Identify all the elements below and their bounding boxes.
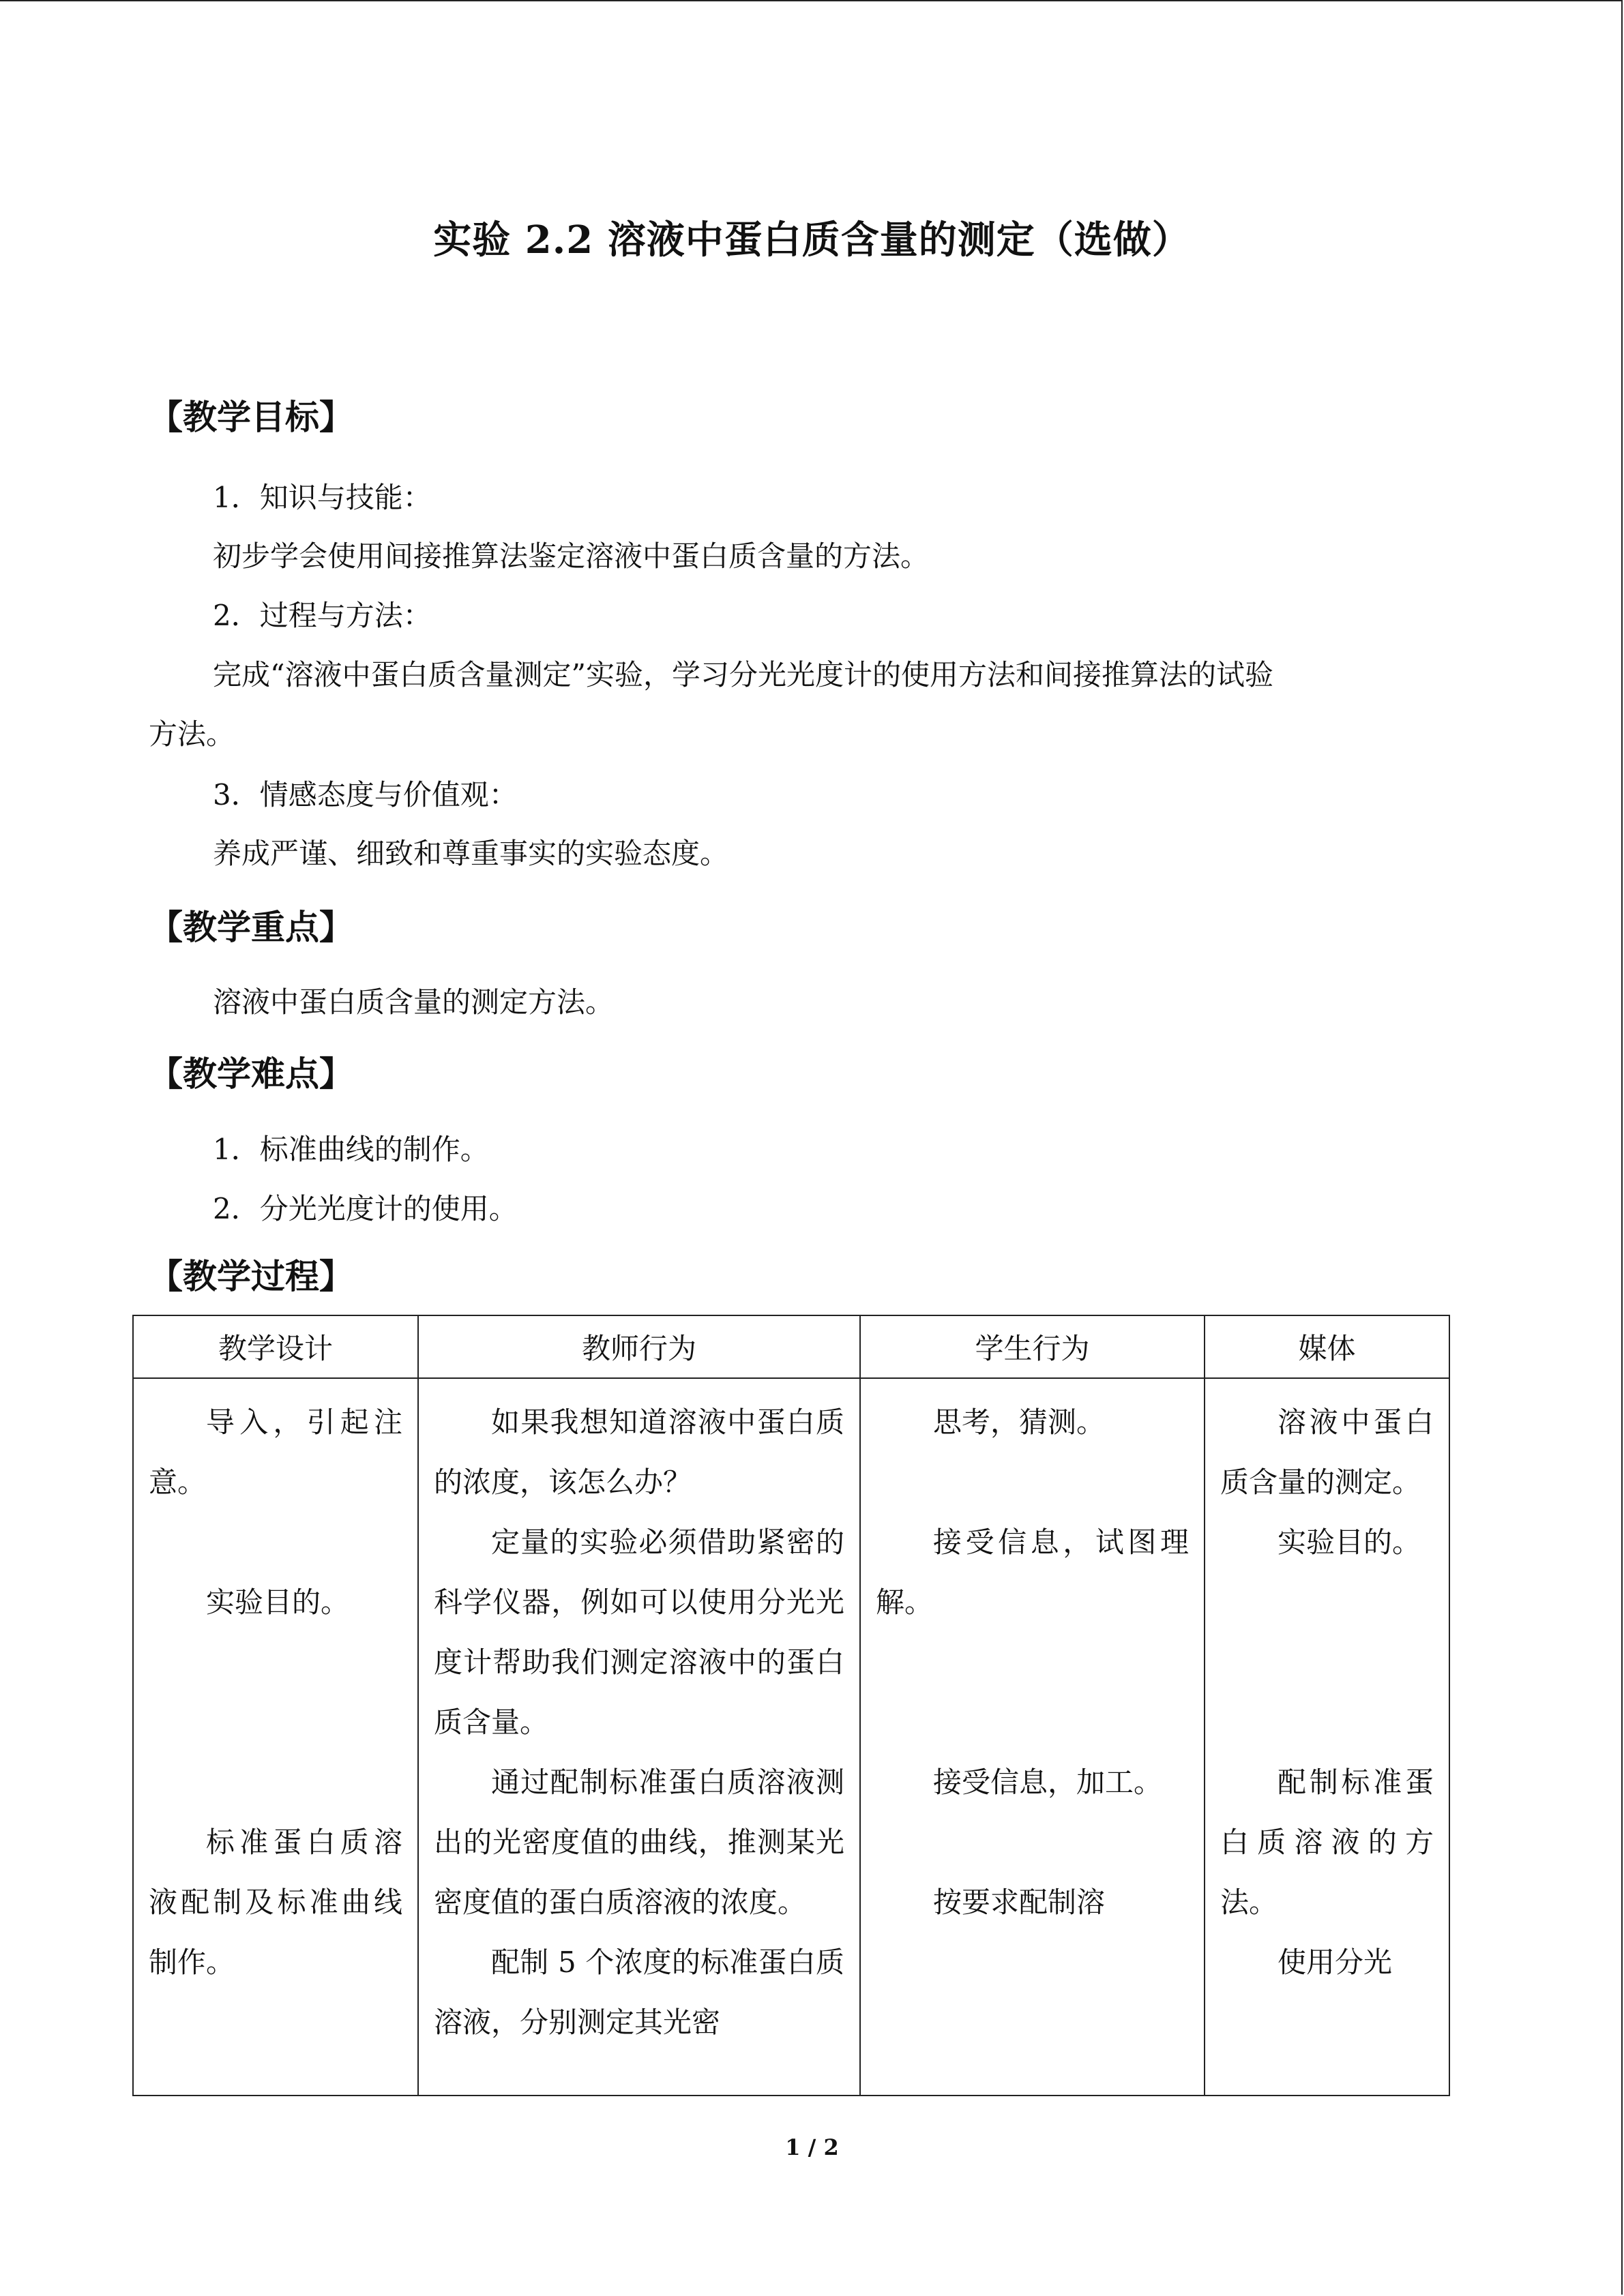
teacher-text: 配制 5 个浓度的标准蛋白质溶液，分别测定其光密 — [434, 1945, 844, 2039]
objective-item: 初步学会使用间接推算法鉴定溶液中蛋白质含量的方法。 — [213, 539, 930, 573]
teacher-text: 如果我想知道溶液中蛋白质的浓度，该怎么办？ — [434, 1405, 844, 1499]
objective-item: 2．过程与方法： — [213, 599, 432, 632]
student-text: 接受信息，试图理解。 — [876, 1525, 1189, 1619]
table-header-row — [133, 1315, 1449, 1378]
student-text: 思考，猜测。 — [933, 1405, 1106, 1439]
heading-key-points: 【教学重点】 — [149, 907, 353, 947]
student-cell — [860, 1378, 1205, 2096]
page-number: 1 / 2 — [785, 2134, 839, 2160]
difficulty-item: 1．标准曲线的制作。 — [213, 1133, 489, 1166]
media-cell — [1205, 1378, 1449, 2096]
column-header: 学生行为 — [860, 1315, 1205, 1378]
objective-item: 3．情感态度与价值观： — [213, 778, 518, 811]
column-header: 教师行为 — [418, 1315, 860, 1378]
page-title: 实验 2.2 溶液中蛋白质含量的测定（选做） — [433, 218, 1191, 263]
difficulty-item: 2．分光光度计的使用。 — [213, 1192, 518, 1225]
teacher-cell — [418, 1378, 860, 2096]
objective-item: 完成“溶液中蛋白质含量测定”实验，学习分光光度计的使用方法和间接推算法的试验 — [213, 658, 1273, 691]
objective-item: 养成严谨、细致和尊重事实的实验态度。 — [213, 837, 729, 870]
key-point-item: 溶液中蛋白质含量的测定方法。 — [213, 985, 615, 1019]
heading-process: 【教学过程】 — [149, 1256, 353, 1296]
column-header: 教学设计 — [133, 1315, 418, 1378]
teacher-text: 通过配制标准蛋白质溶液测出的光密度值的曲线，推测某光密度值的蛋白质溶液的浓度。 — [434, 1765, 844, 1919]
heading-objectives: 【教学目标】 — [149, 397, 353, 437]
media-text: 使用分光 — [1278, 1945, 1393, 1979]
heading-difficulties: 【教学难点】 — [149, 1054, 353, 1094]
objective-item: 方法。 — [149, 717, 235, 751]
process-table — [132, 1315, 1450, 2096]
design-text: 标准蛋白质溶液配制及标准曲线制作。 — [149, 1825, 402, 1979]
table-row — [133, 1378, 1449, 2096]
student-text: 按要求配制溶 — [933, 1885, 1106, 1919]
media-text: 配制标准蛋白质溶液的方法。 — [1220, 1765, 1434, 1919]
student-text: 接受信息，加工。 — [933, 1765, 1163, 1799]
media-text: 溶液中蛋白质含量的测定。 — [1220, 1405, 1434, 1499]
media-text: 实验目的。 — [1278, 1525, 1421, 1559]
design-cell — [133, 1378, 418, 2096]
column-header: 媒体 — [1205, 1315, 1449, 1378]
objective-item: 1．知识与技能： — [213, 481, 432, 514]
teacher-text: 定量的实验必须借助紧密的科学仪器，例如可以使用分光光度计帮助我们测定溶液中的蛋白质含量。 — [434, 1525, 844, 1739]
design-text: 导入，引起注意。 — [149, 1405, 402, 1499]
design-text: 实验目的。 — [206, 1585, 350, 1619]
